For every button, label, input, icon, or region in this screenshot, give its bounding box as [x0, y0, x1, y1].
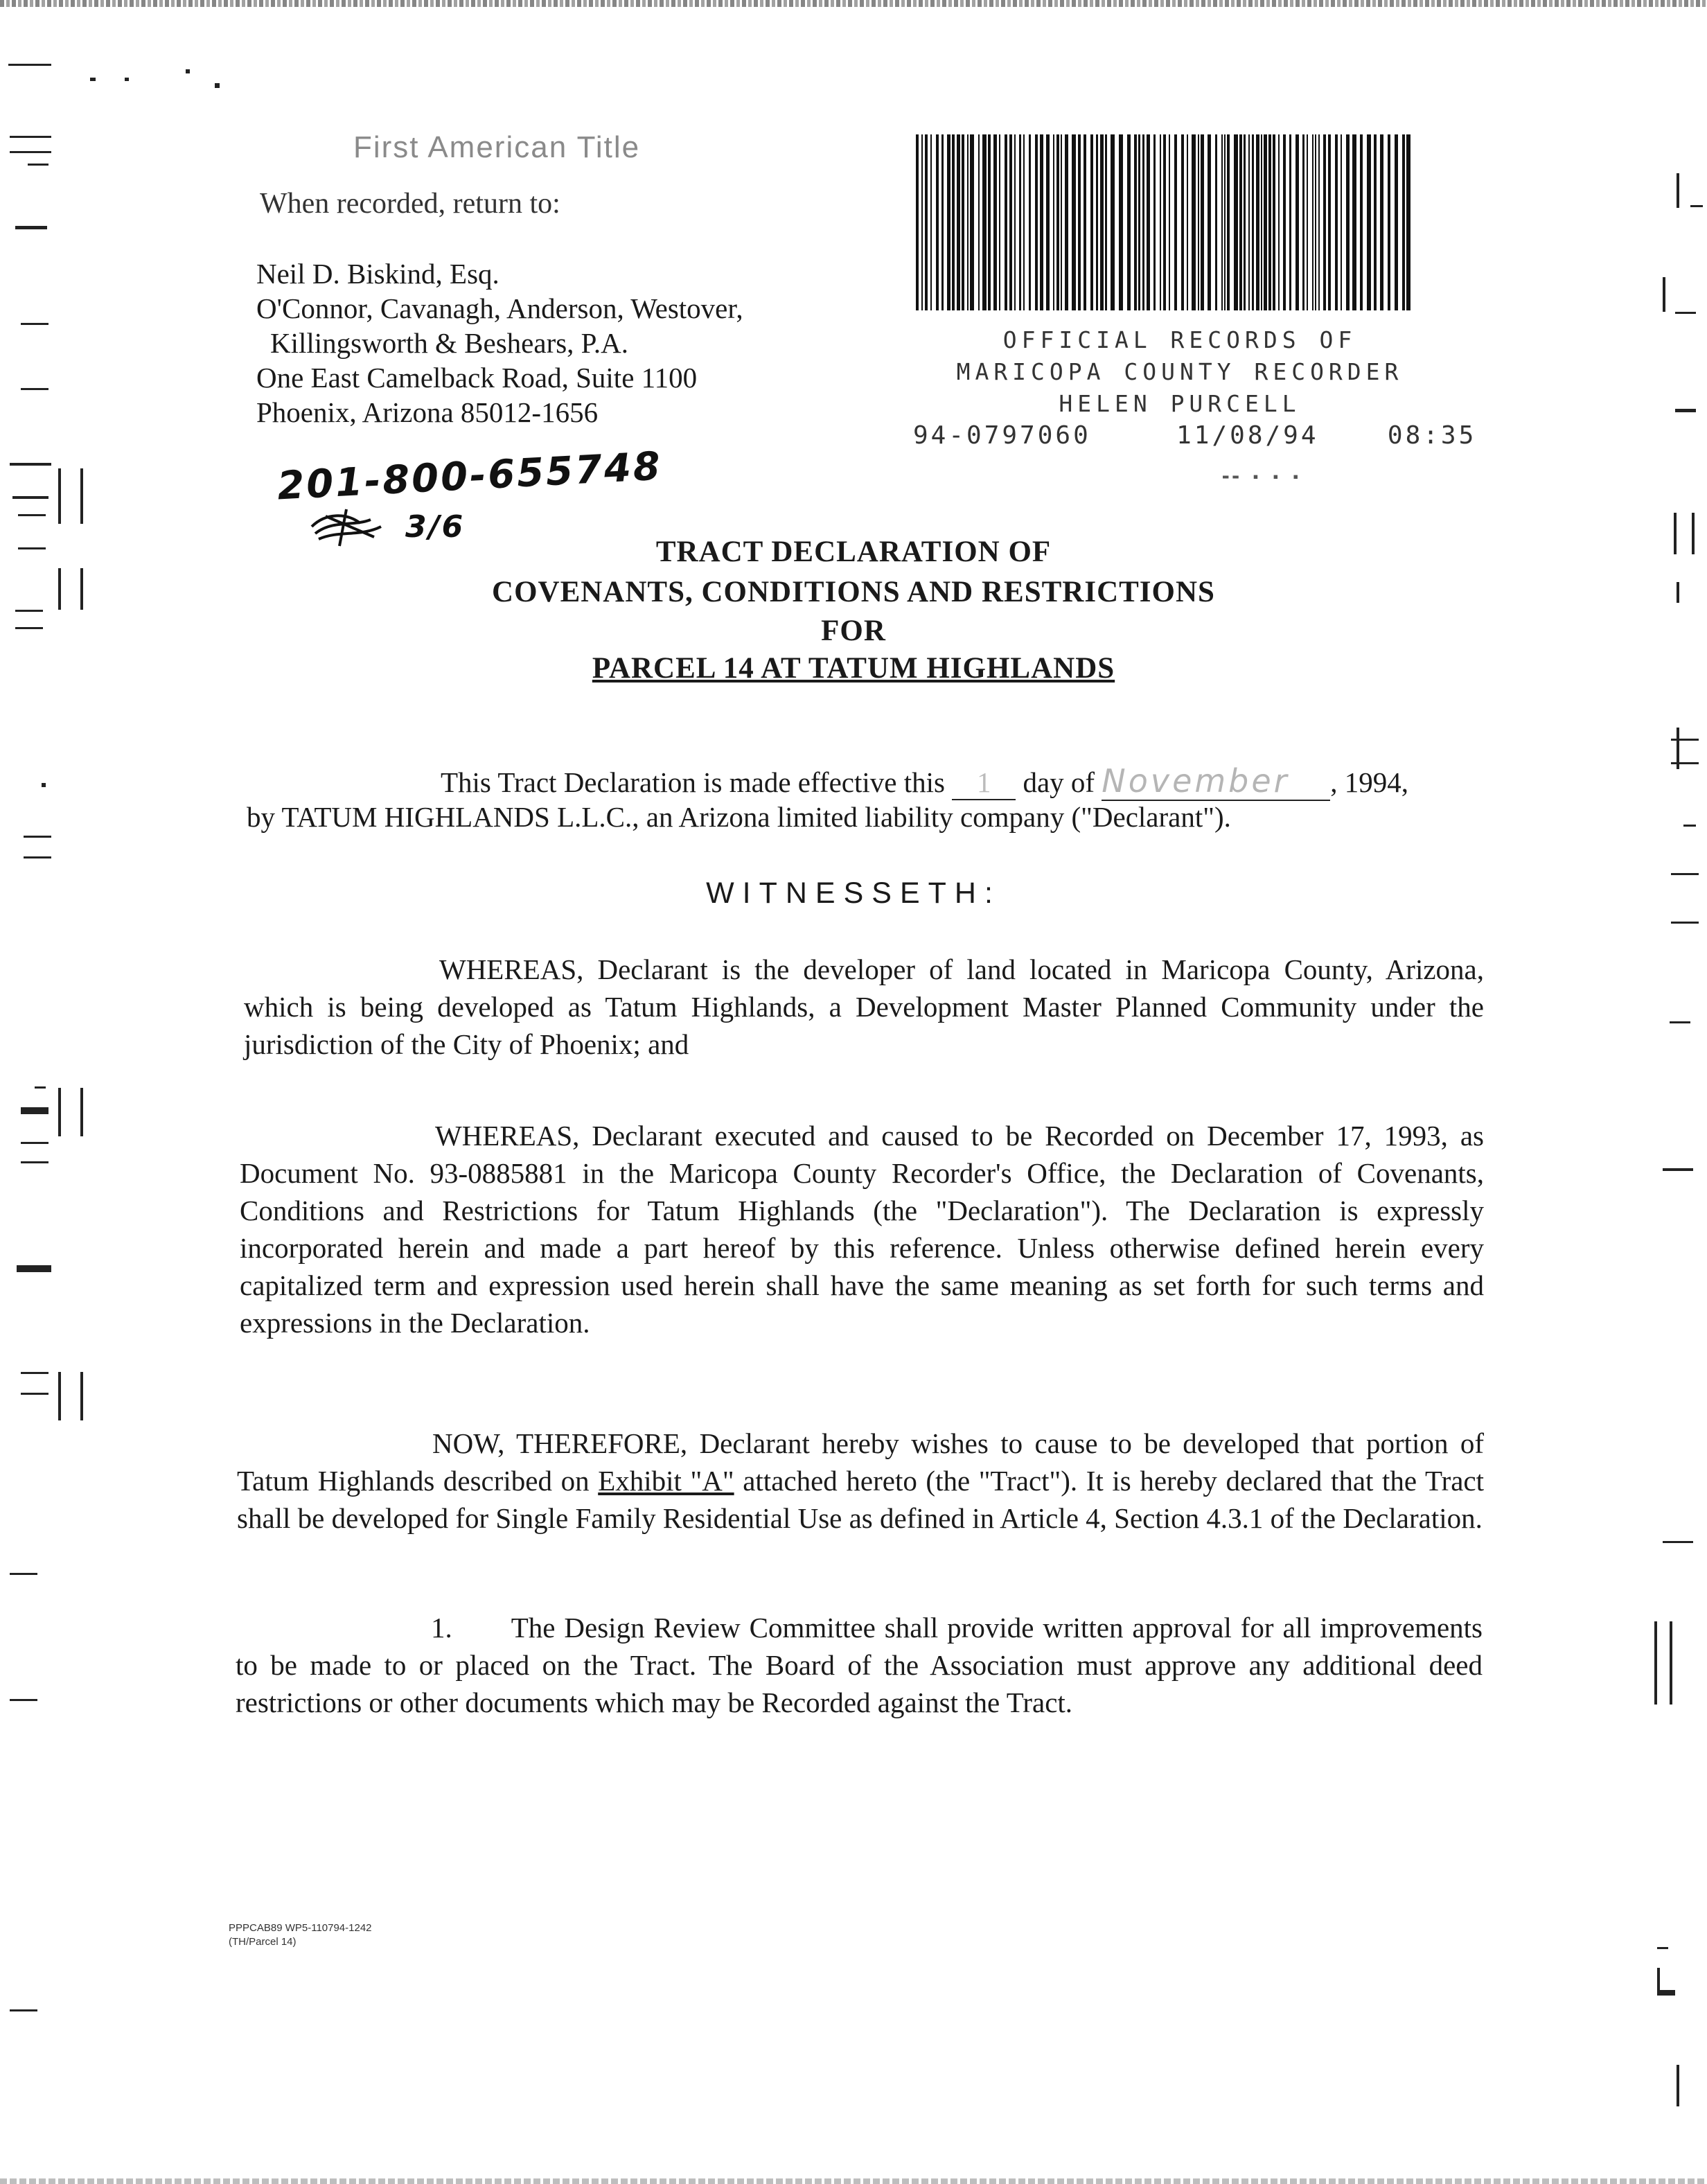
barcode-bar	[1312, 134, 1314, 310]
barcode-bar	[936, 134, 939, 310]
barcode-bar	[1221, 134, 1223, 310]
barcode-bar	[1005, 134, 1007, 310]
recorder-line: OFFICIAL RECORDS OF	[1002, 326, 1357, 353]
document-footer-code	[229, 1921, 372, 1949]
barcode-bar	[1090, 134, 1093, 310]
barcode-bar	[1046, 134, 1050, 310]
recorder-small-print: ▬▬ ▪ ▪ ▪	[1223, 471, 1303, 482]
barcode-bar	[1234, 134, 1238, 310]
intro-line-2: by TATUM HIGHLANDS L.L.C., an Arizona limited liability company ("Declarant").	[247, 801, 1231, 833]
barcode-bar	[1014, 134, 1016, 310]
barcode-bar	[1072, 134, 1076, 310]
intro-line-1	[441, 762, 1408, 801]
barcode-bar	[1295, 134, 1299, 310]
barcode-bar	[1192, 134, 1196, 310]
barcode-bar	[1029, 134, 1031, 310]
barcode-bar	[1153, 134, 1156, 310]
barcode-bar	[1273, 134, 1275, 310]
return-address-line: One East Camelback Road, Suite 1100	[256, 362, 698, 394]
barcode-bar	[1380, 134, 1383, 310]
recording-barcode	[913, 132, 1419, 313]
return-address-line: Killingsworth & Beshears, P.A.	[270, 327, 629, 359]
barcode-bar	[1402, 134, 1405, 310]
paragraph-text: WHEREAS, Declarant executed and caused to be Recorded on December 17, 1993, as Document No. 93-0885881 in the Maricopa County Recorder's Office, the Declaration of Covenants, Conditions and Restrictions for Tatum Highlands (the "Declaration"). The Declaration is expressly incorporated herein and made a part hereof by this reference. Unless otherwise defined herein every capitalized term and expression used herein shall have the same meaning as set forth for such terms and expressions in the Declaration.	[240, 1120, 1484, 1339]
return-label: When recorded, return to:	[260, 188, 560, 220]
barcode-bar	[1289, 134, 1291, 310]
scan-edge-top	[0, 0, 1707, 7]
document-title-line-3: FOR	[821, 615, 886, 647]
barcode-bar	[1160, 134, 1161, 310]
barcode-bar	[957, 134, 960, 310]
paragraph-text: The Design Review Committee shall provide written approval for all improvements to be made to or placed on the Tract. The Board of the Association must approve any additional deed restrictions or other documents which may be Recorded against the Tract.	[236, 1612, 1483, 1718]
barcode-bar	[1009, 134, 1012, 310]
barcode-bar	[1163, 134, 1166, 310]
barcode-bar	[1227, 134, 1230, 310]
barcode-bar	[1261, 134, 1262, 310]
recorder-line: MARICOPA COUNTY RECORDER	[956, 358, 1404, 385]
whereas-paragraph-1	[244, 951, 1484, 1063]
barcode-bar	[1147, 134, 1150, 310]
barcode-bar	[925, 134, 928, 310]
barcode-bar	[1138, 134, 1140, 310]
barcode-bar	[1341, 134, 1342, 310]
barcode-bar	[988, 134, 991, 310]
barcode-bar	[978, 134, 980, 310]
paragraph-text: NOW, THEREFORE, Declarant hereby wishes to cause to be developed that portion of Tatum Highlands described on	[237, 1427, 1484, 1497]
barcode-bar	[1318, 134, 1320, 310]
barcode-bar	[1201, 134, 1204, 310]
barcode-bar	[1040, 134, 1043, 310]
barcode-bar	[993, 134, 997, 310]
barcode-bar	[1346, 134, 1350, 310]
document-title-line-1: TRACT DECLARATION OF	[655, 536, 1052, 568]
barcode-bar	[1187, 134, 1188, 310]
barcode-bar	[1256, 134, 1259, 310]
barcode-bar	[970, 134, 974, 310]
recording-info	[913, 421, 1477, 450]
document-title-line-4	[0, 651, 1707, 685]
barcode-bar	[1252, 134, 1254, 310]
recorder-stamp	[913, 324, 1447, 420]
barcode-bar	[1105, 134, 1107, 310]
barcode-bar	[1307, 134, 1308, 310]
barcode-bar	[967, 134, 969, 310]
barcode-bar	[1374, 134, 1377, 310]
barcode-bar	[1181, 134, 1184, 310]
barcode-bar	[1406, 134, 1410, 310]
barcode-bar	[1100, 134, 1104, 310]
title-company-name: First American Title	[353, 130, 641, 164]
barcode-bar	[1134, 134, 1137, 310]
intro-text: , 1994,	[1330, 766, 1409, 798]
barcode-bar	[916, 134, 919, 310]
barcode-bar	[1119, 134, 1123, 310]
barcode-bar	[962, 134, 964, 310]
barcode-bar	[1283, 134, 1286, 310]
footer-parcel-ref: (TH/Parcel 14)	[229, 1936, 297, 1948]
parcel-title: PARCEL 14 AT TATUM HIGHLANDS	[592, 652, 1115, 685]
exhibit-a-reference: Exhibit "A"	[598, 1465, 734, 1497]
intro-text: This Tract Declaration is made effective this	[441, 766, 945, 798]
whereas-paragraph-2	[240, 1117, 1484, 1341]
effective-day-blank: 1	[952, 766, 1016, 800]
barcode-bar	[1019, 134, 1021, 310]
barcode-bar	[1198, 134, 1199, 310]
covenant-item-1	[236, 1609, 1483, 1721]
barcode-bar	[1367, 134, 1371, 310]
scan-edge-bottom	[0, 2178, 1707, 2184]
barcode-bar	[1111, 134, 1115, 310]
barcode-bar	[1360, 134, 1363, 310]
footer-file-code: PPPCAB89 WP5-110794-1242	[229, 1922, 372, 1934]
barcode-bar	[1278, 134, 1280, 310]
barcode-bar	[1142, 134, 1144, 310]
paragraph-text: WHEREAS, Declarant is the developer of land located in Maricopa County, Arizona, which is being developed as Tatum Highlands, a Development Master Planned Community under the jurisdiction of the City of Phoenix; and	[244, 953, 1484, 1060]
barcode-bar	[1352, 134, 1356, 310]
witnesseth-heading: WITNESSETH:	[706, 877, 1001, 910]
recording-document-number: 94-0797060	[913, 421, 1091, 450]
barcode-bar	[921, 134, 923, 310]
barcode-bar	[1056, 134, 1059, 310]
barcode-bar	[1078, 134, 1081, 310]
handwritten-page-mark: 3/6	[405, 509, 466, 545]
now-therefore-paragraph	[237, 1425, 1484, 1537]
barcode-bar	[1395, 134, 1398, 310]
barcode-bar	[1315, 134, 1316, 310]
return-address	[256, 256, 743, 430]
barcode-bar	[941, 134, 944, 310]
barcode-bar	[1328, 134, 1331, 310]
barcode-bar	[1061, 134, 1062, 310]
document-title-line-2: COVENANTS, CONDITIONS AND RESTRICTIONS	[492, 576, 1215, 608]
recording-date: 11/08/94	[1176, 421, 1319, 450]
barcode-bar	[1208, 134, 1211, 310]
handwritten-reference-number: 201-800-655748	[276, 443, 664, 509]
recording-time: 08:35	[1387, 421, 1477, 450]
barcode-bar	[1127, 134, 1131, 310]
return-address-line: Neil D. Biskind, Esq.	[256, 258, 499, 290]
effective-month-handwritten: November	[1102, 762, 1330, 801]
barcode-bar	[1264, 134, 1267, 310]
barcode-bar	[999, 134, 1000, 310]
item-number: 1.	[431, 1612, 452, 1644]
barcode-bar	[1224, 134, 1226, 310]
barcode-bar	[1053, 134, 1054, 310]
return-address-line: O'Connor, Cavanagh, Anderson, Westover,	[256, 292, 743, 324]
barcode-bar	[1065, 134, 1068, 310]
barcode-bar	[947, 134, 950, 310]
barcode-bar	[1323, 134, 1326, 310]
barcode-bar	[1388, 134, 1390, 310]
paragraph-text: attached hereto (the "Tract"). It is hereby declared that the Tract shall be developed for Single Family Residential Use as defined in Article 4, Section 4.3.1 of the Declaration.	[237, 1465, 1485, 1534]
barcode-bar	[1335, 134, 1338, 310]
barcode-bar	[1268, 134, 1271, 310]
intro-text: day of	[1023, 766, 1095, 798]
barcode-bar	[982, 134, 987, 310]
recorder-line: HELEN PURCELL	[1059, 390, 1301, 417]
barcode-bar	[1169, 134, 1170, 310]
barcode-bar	[1096, 134, 1098, 310]
barcode-bar	[1215, 134, 1217, 310]
barcode-bar	[952, 134, 955, 310]
barcode-bar	[1174, 134, 1177, 310]
barcode-bar	[1023, 134, 1025, 310]
return-address-line: Phoenix, Arizona 85012-1656	[256, 396, 599, 428]
barcode-bar	[1084, 134, 1086, 310]
barcode-bar	[1035, 134, 1038, 310]
barcode-bar	[1302, 134, 1304, 310]
barcode-bar	[1248, 134, 1250, 310]
barcode-bar	[1239, 134, 1242, 310]
barcode-bar	[1244, 134, 1246, 310]
barcode-bar	[930, 134, 932, 310]
